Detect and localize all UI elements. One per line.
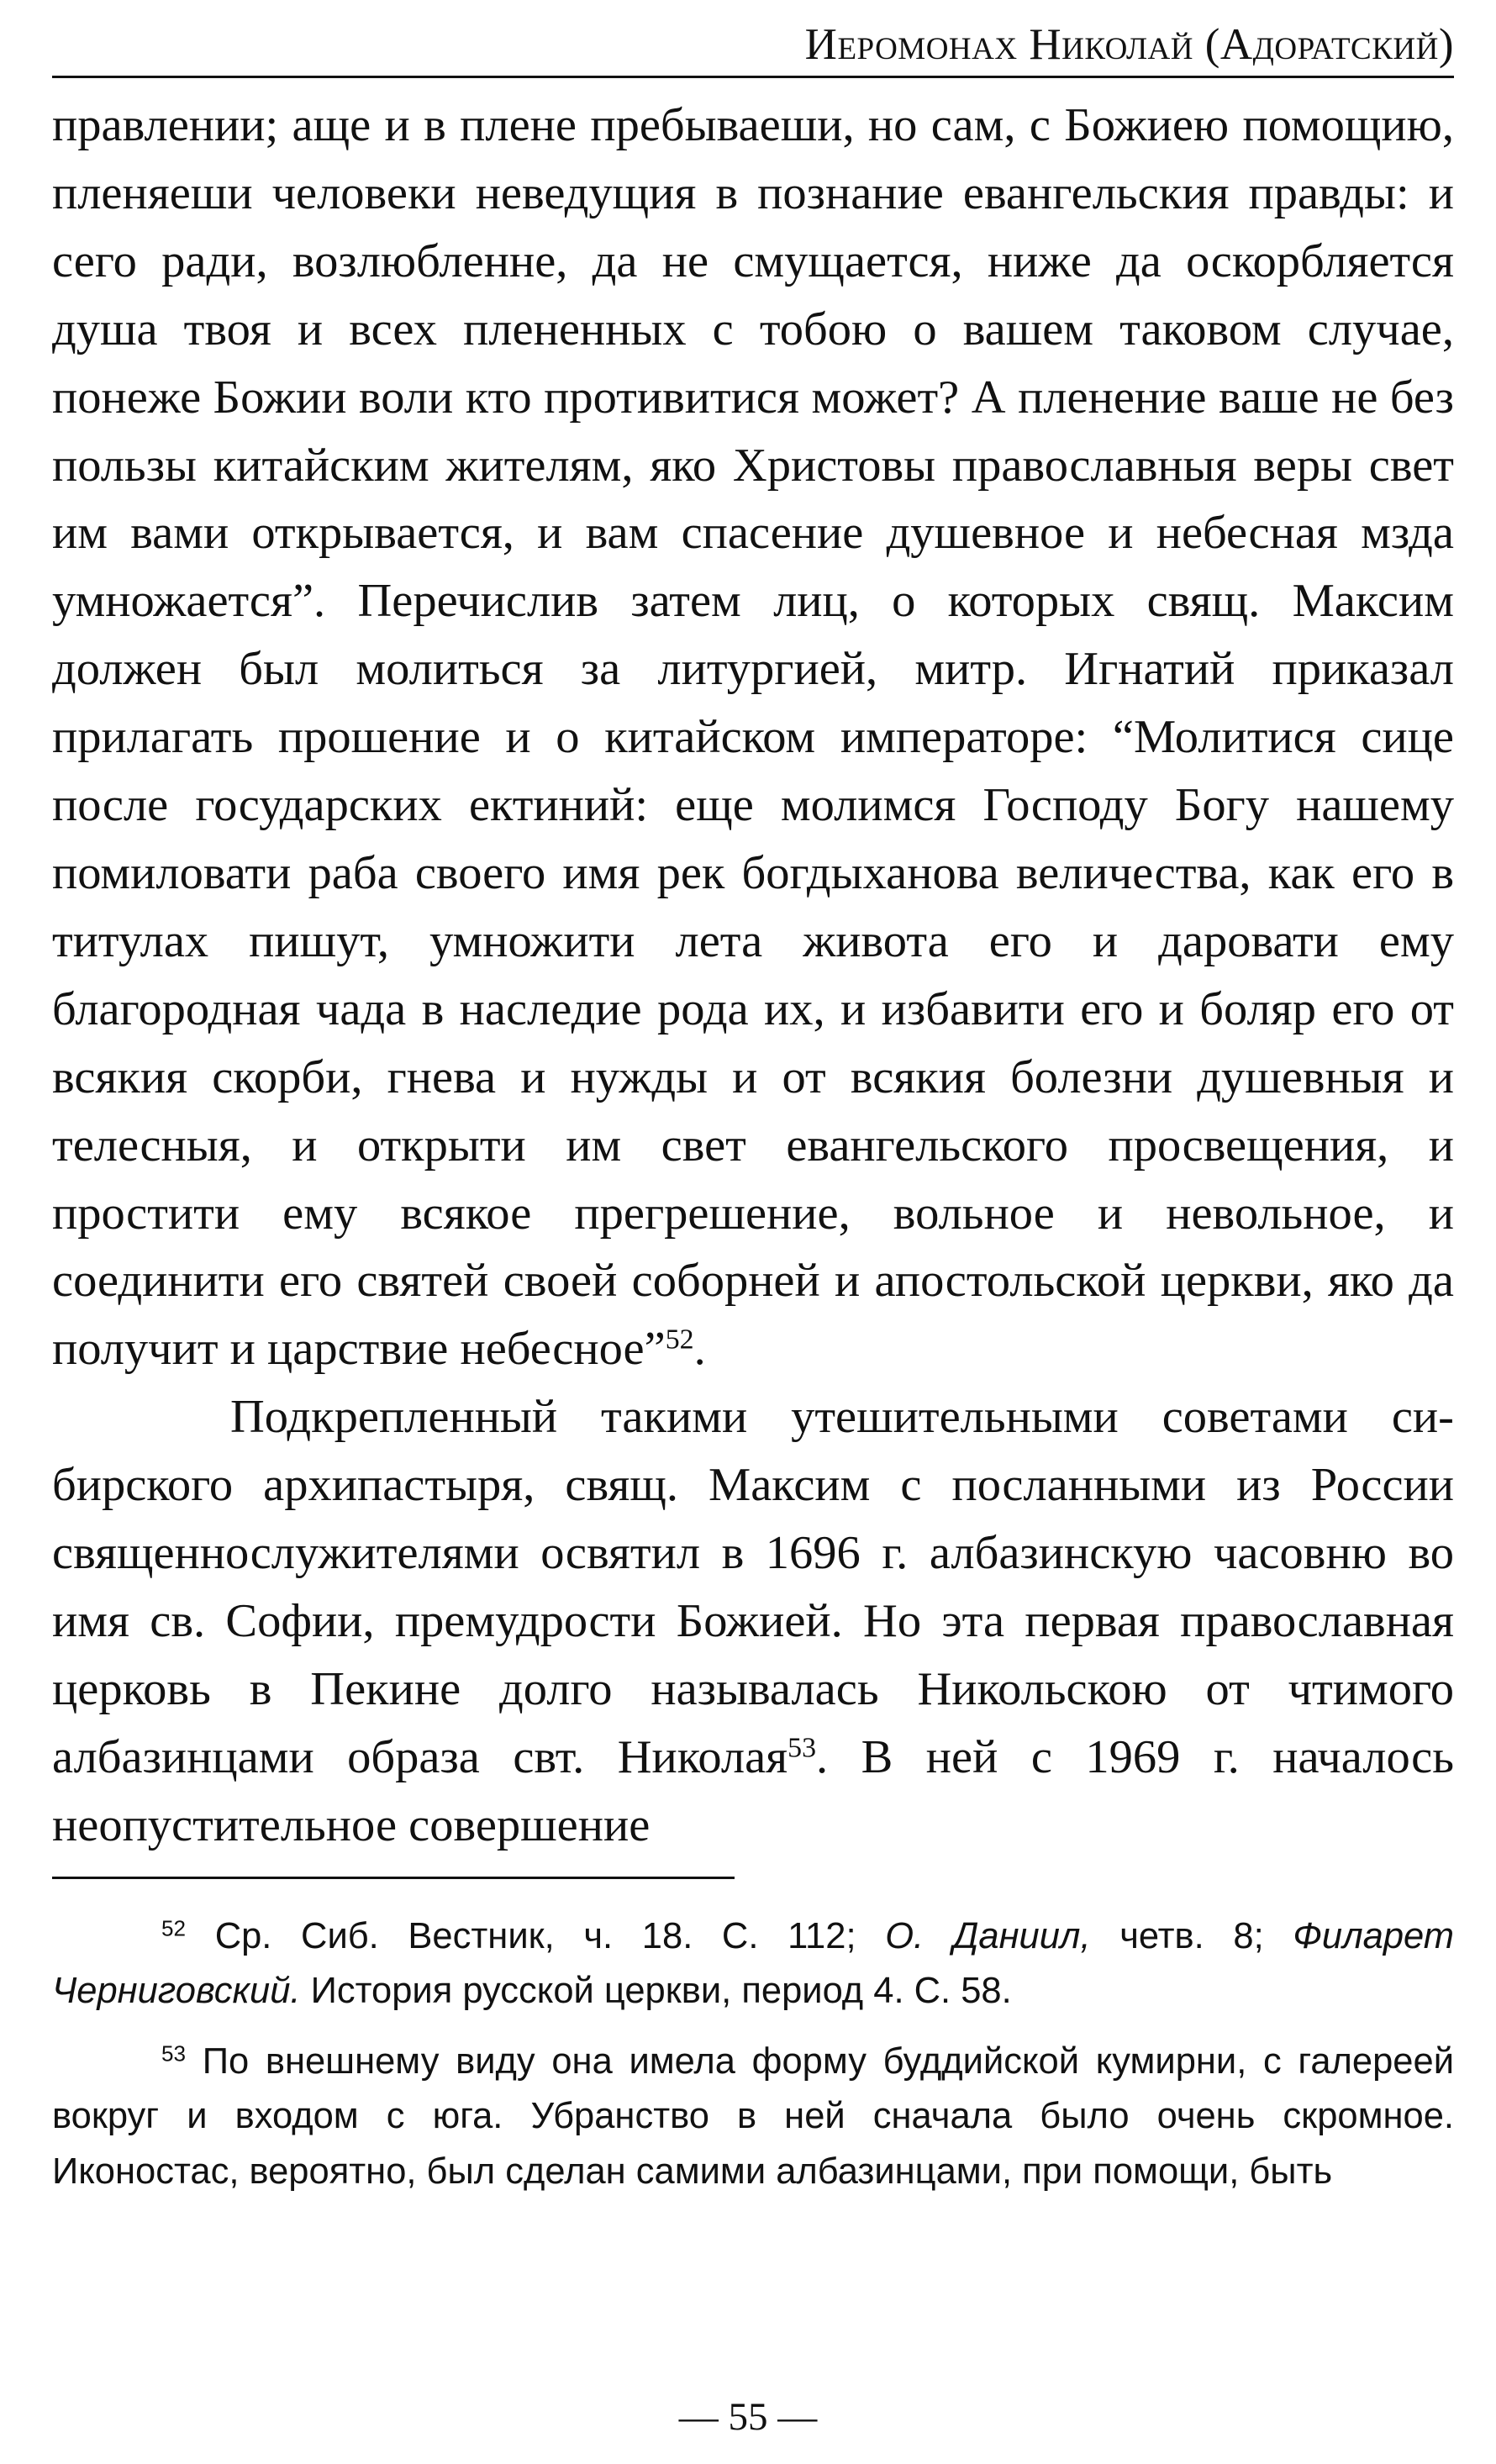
book-page bbox=[52, 18, 1454, 2214]
footnote-52-part1: Ср. Сиб. Вестник, ч. 18. С. 112; bbox=[186, 1915, 886, 1956]
paragraph-1-text: правлении; аще и в плене пребываеши, но сам, с Божиею помощию, пленяеши человеки неведущия в познание евангельския правды: и сего ради, возлюбленне, да не смущается, ниже да оскорбляется душа твоя и всех плененных с тобою о вашем таковом случае, понеже Божии воли кто противитися может? А пленение ваше не без пользы китайским жителям, яко Христовы православныя веры свет им вами открывается, и вам спасение душевное и небесная мзда умножается”. Перечислив затем лиц, о которых свящ. Максим должен был молиться за литургией, митр. Игнатий приказал прилагать прошение и о китайском императоре: “Молитися сице после государских ектиний: еще молимся Господу Богу нашему помиловати раба своего имя рек богдыханова величества, как его в титулах пишут, умножити лета живота его и даровати ему благородная чада в наследие рода их, и избавити его и боляр его от всякия скорби, гнева и нужды и от всякия болезни душевныя и телесныя, и открыти им свет евангельского просвещения, и простити ему всякое прегрешение, вольное и невольное, и соединити его святей своей соборней и апостольской церкви, яко да получит и царствие небесное” bbox=[52, 99, 1454, 1376]
footnote-53 bbox=[52, 2035, 1454, 2200]
footnote-52-author2: Филарет Черниговский. bbox=[52, 1915, 1454, 2012]
paragraph-2-text: Подкрепленный такими утешительными советами сибирского архипастыря, свящ. Максим с посланными из России священнослужителями освятил в 1696 г. албазинскую часовню во имя св. Софии, премудрости Божией. Но эта первая православная церковь в Пекине долго называлась Никольскою от чтимого албазинцами образа свт. Николая bbox=[52, 1391, 1454, 1783]
footnote-52 bbox=[52, 1909, 1454, 2019]
paragraph-1-end: . bbox=[693, 1323, 706, 1376]
footnote-ref-53: 53 bbox=[788, 1732, 817, 1764]
footnote-52-author1: О. Даниил, bbox=[885, 1915, 1091, 1956]
footnote-52-mark: 52 bbox=[161, 1915, 187, 1941]
paragraph-2-tail: . В ней с 1969 г. началось неопустительное совершение bbox=[52, 1730, 1454, 1851]
paragraph-2 bbox=[52, 1383, 1454, 1859]
main-text bbox=[52, 92, 1454, 1860]
page-number: — 55 — bbox=[678, 2395, 818, 2439]
paragraph-1 bbox=[52, 92, 1454, 1383]
running-head: Иеромонах Николай (Адоратский) bbox=[804, 20, 1454, 69]
footnote-ref-52: 52 bbox=[665, 1324, 694, 1356]
header-rule bbox=[52, 76, 1454, 78]
footnotes bbox=[52, 1909, 1454, 2200]
footnote-rule bbox=[52, 1877, 735, 1879]
footnote-53-text: По внешнему виду она имела форму буддийской кумирни, с галереей вокруг и входом с юга. Убранство в ней сначала было очень скромное. Иконостас, вероятно, был сделан самими албазинцами, при помощи, быть bbox=[52, 2040, 1454, 2192]
footnote-52-part2: четв. 8; bbox=[1090, 1915, 1293, 1956]
footnote-52-part3: История русской церкви, период 4. С. 58. bbox=[300, 1971, 1012, 2012]
footnote-53-mark: 53 bbox=[161, 2040, 187, 2066]
